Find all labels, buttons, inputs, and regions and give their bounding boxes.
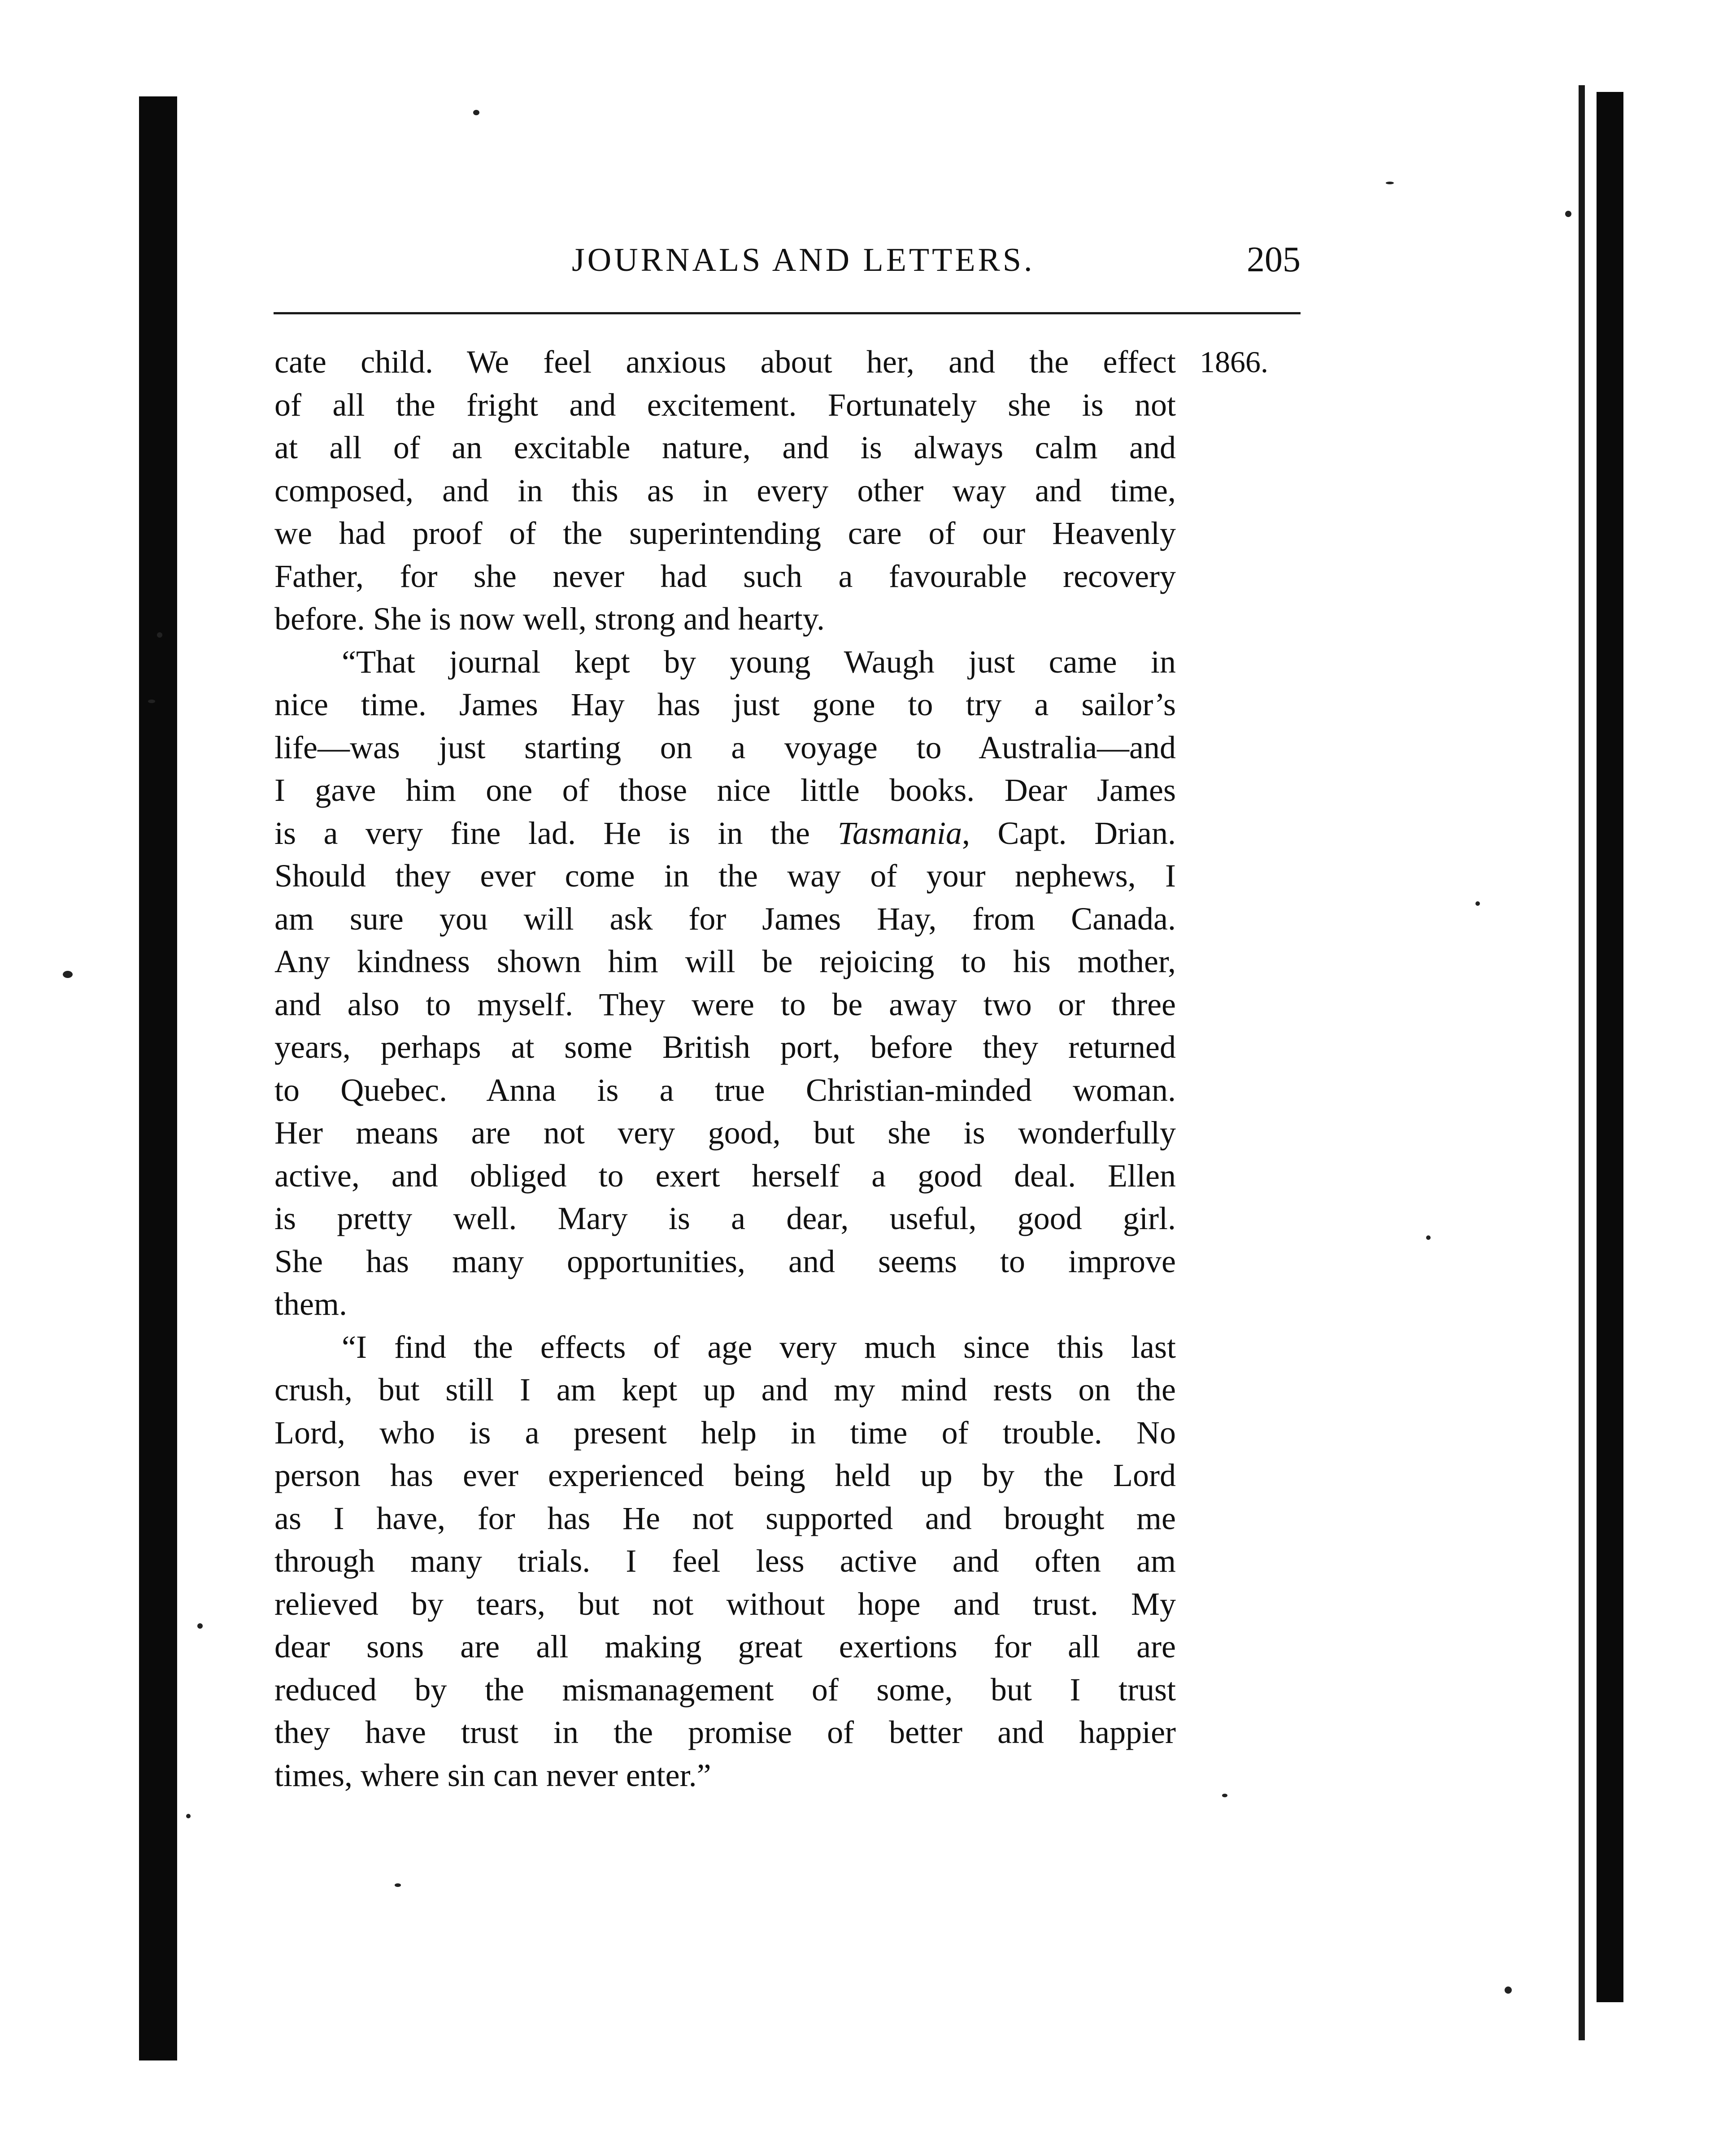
text-line-start: is a very fine lad. He is in the [274, 815, 810, 851]
text-line: nice time. James Hay has just gone to try a sailor’s [274, 687, 1176, 722]
right-edge-line [1579, 85, 1585, 2040]
text-line: Father, for she never had such a favourable recovery [274, 558, 1176, 594]
text-line: “That journal kept by young Waugh just came in [342, 643, 1176, 680]
scan-speck [186, 1814, 191, 1818]
running-header-title: JOURNALS AND LETTERS. [572, 242, 1035, 278]
scan-speck [1475, 901, 1480, 906]
body-text [274, 341, 1176, 1797]
text-line: as I have, for has He not supported and brought me [274, 1500, 1176, 1536]
text-line: dear sons are all making great exertions for all are [274, 1629, 1176, 1665]
text-line: I gave him one of those nice little books. Dear James [274, 772, 1176, 808]
text-line: life—was just starting on a voyage to Australia—and [274, 729, 1176, 765]
text-line: before. She is now well, strong and hearty. [274, 601, 825, 637]
text-line: we had proof of the superintending care of our Heavenly [274, 515, 1176, 551]
text-line: active, and obliged to exert herself a good deal. Ellen [274, 1157, 1176, 1194]
paragraph [274, 341, 1176, 641]
scan-speck [1386, 182, 1394, 184]
text-line: reduced by the mismanagement of some, but I trust [274, 1671, 1176, 1708]
ship-name: Tasmania [837, 815, 962, 851]
text-line-end: , Capt. Drian. [962, 815, 1176, 851]
scan-speck [473, 110, 479, 115]
text-line: person has ever experienced being held up by the Lord [274, 1457, 1176, 1493]
scan-speck [197, 1623, 203, 1629]
scan-speck [1505, 1986, 1512, 1994]
text-line: times, where sin can never enter.” [274, 1757, 711, 1793]
paragraph [274, 1326, 1176, 1797]
right-binding-edge [1597, 92, 1623, 2002]
header-rule [274, 312, 1301, 314]
text-line: to Quebec. Anna is a true Christian-minded woman. [274, 1072, 1176, 1108]
scan-speck [1565, 211, 1571, 217]
text-line: Lord, who is a present help in time of trouble. No [274, 1414, 1176, 1451]
text-line: Any kindness shown him will be rejoicing to his mother, [274, 943, 1176, 979]
scan-speck [157, 632, 162, 638]
text-line: cate child. We feel anxious about her, and the effect [274, 344, 1176, 380]
text-line: Should they ever come in the way of your nephews, I [274, 858, 1176, 894]
text-line: “I find the effects of age very much since this last [342, 1329, 1176, 1365]
scan-speck [395, 1883, 401, 1887]
page-number: 205 [1247, 240, 1301, 279]
scan-speck [1222, 1794, 1227, 1797]
text-line: is pretty well. Mary is a dear, useful, good girl. [274, 1200, 1176, 1236]
text-line: am sure you will ask for James Hay, from Canada. [274, 900, 1176, 937]
text-line: She has many opportunities, and seems to improve [274, 1243, 1176, 1279]
text-line: crush, but still I am kept up and my mind rests on the [274, 1372, 1176, 1408]
running-header [274, 233, 1301, 287]
text-line: they have trust in the promise of better and happier [274, 1714, 1176, 1750]
text-line: them. [274, 1286, 347, 1322]
text-line: years, perhaps at some British port, before they returned [274, 1029, 1176, 1065]
margin-year-note: 1866. [1200, 345, 1268, 379]
scan-speck [63, 971, 73, 978]
text-line: and also to myself. They were to be away two or three [274, 986, 1176, 1022]
paragraph [274, 641, 1176, 1326]
text-line: Her means are not very good, but she is wonderfully [274, 1115, 1176, 1151]
text-line: relieved by tears, but not without hope and trust. My [274, 1586, 1176, 1622]
text-line: of all the fright and excitement. Fortunately she is not [274, 387, 1176, 423]
text-line: composed, and in this as in every other way and time, [274, 472, 1176, 509]
left-binding-edge [139, 96, 177, 2060]
scan-speck [1426, 1235, 1431, 1240]
scan-speck [148, 700, 155, 703]
text-line-with-ship [274, 812, 1176, 855]
text-line: at all of an excitable nature, and is always calm and [274, 430, 1176, 465]
text-line: through many trials. I feel less active and often am [274, 1543, 1176, 1579]
